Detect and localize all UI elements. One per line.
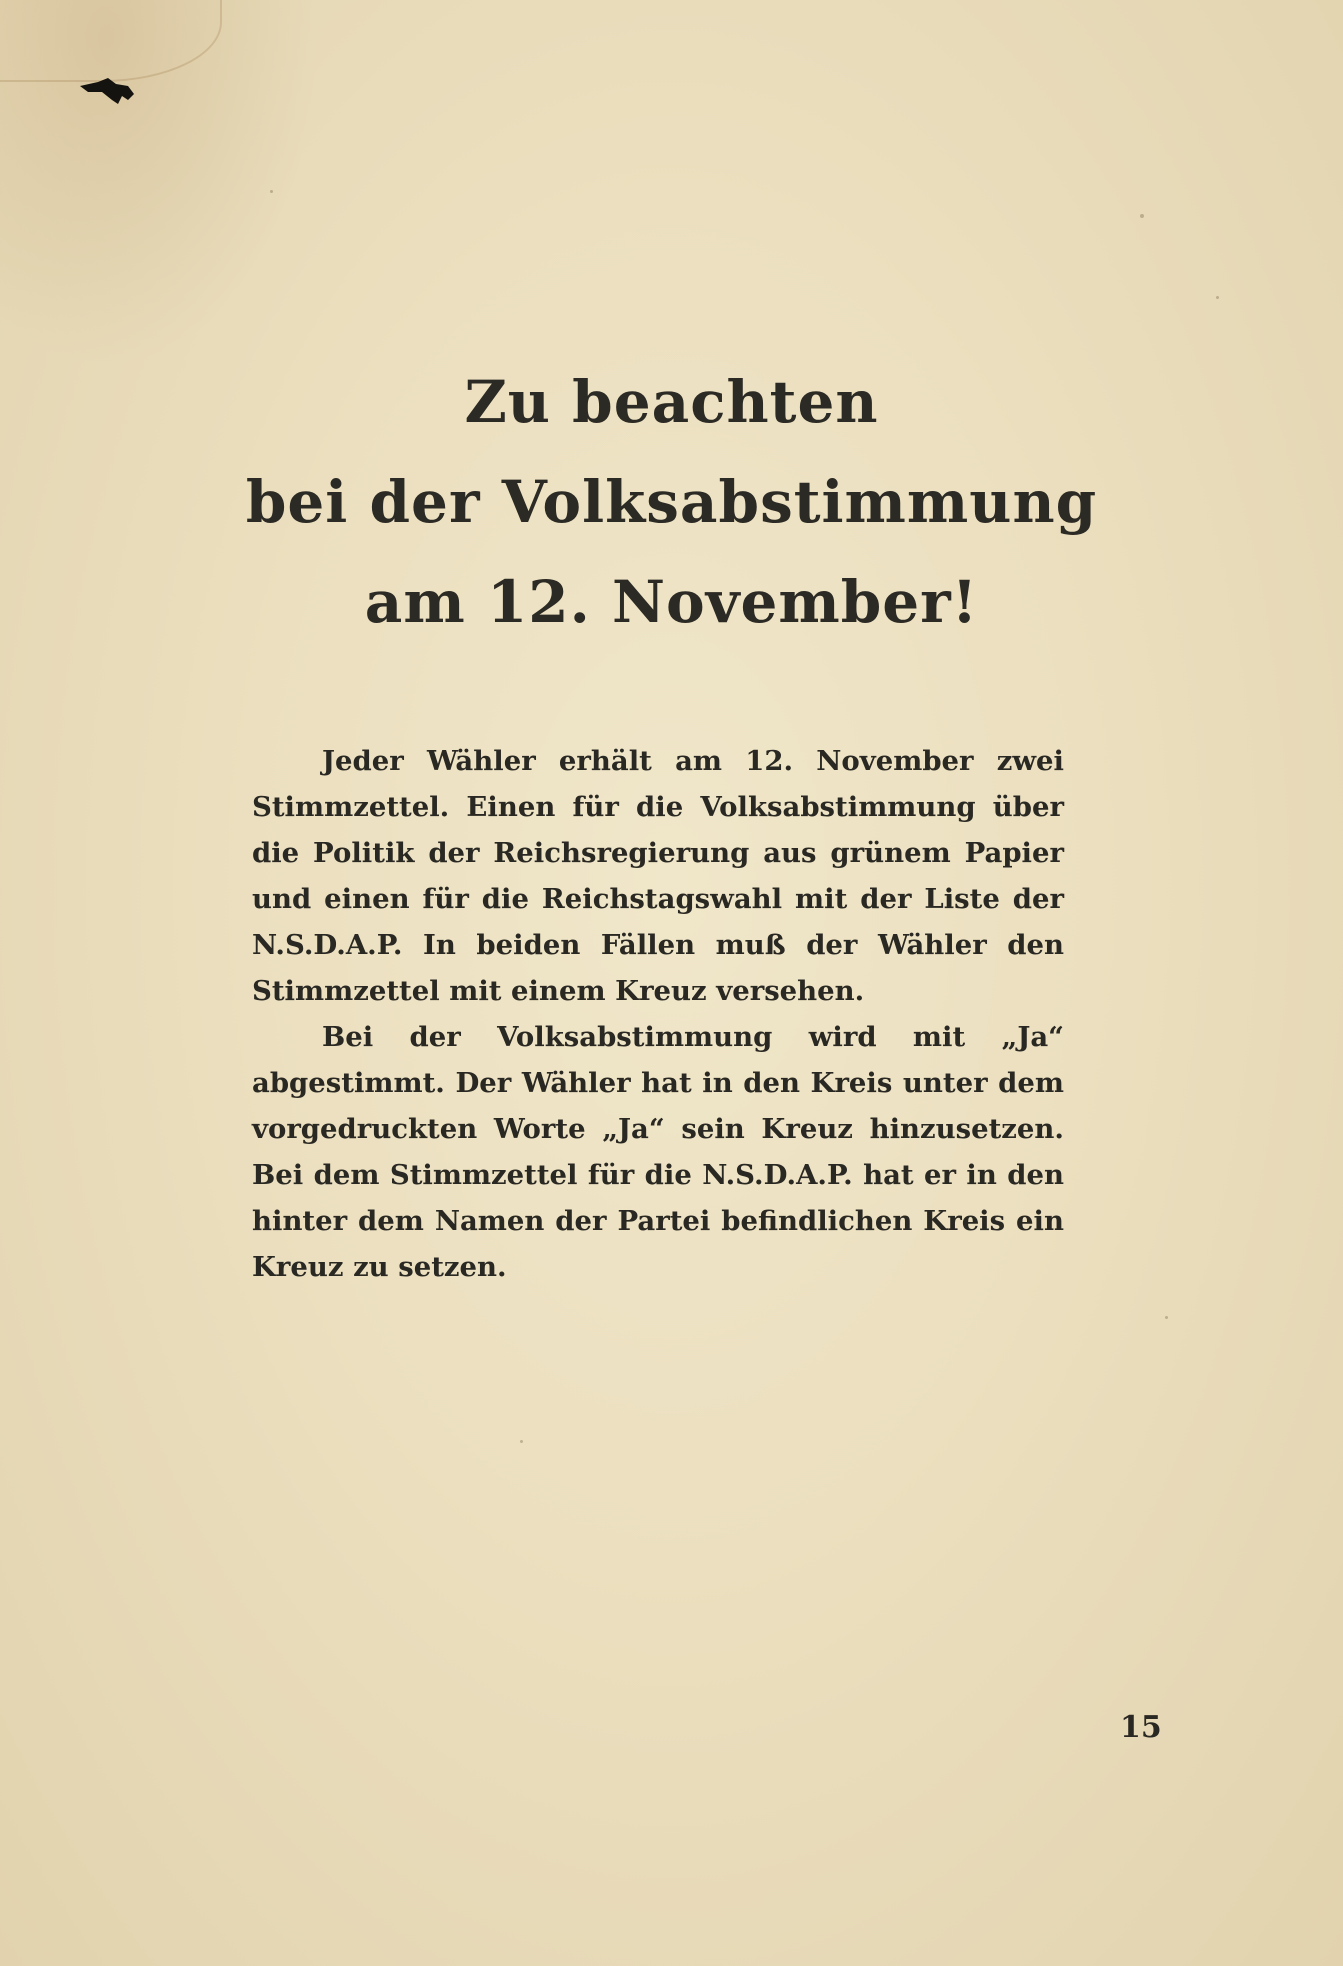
document-body [252, 738, 1064, 1290]
title-line: bei der Volksabstimmung [245, 468, 1098, 536]
paper-stain [0, 0, 222, 82]
paper-speck [1216, 296, 1219, 299]
title-line: Zu beachten [464, 368, 879, 436]
title-line: am 12. November! [364, 568, 979, 636]
paper-speck [1140, 214, 1144, 218]
paper-speck [270, 190, 273, 193]
paper-speck [520, 1440, 523, 1443]
paragraph: Jeder Wähler erhält am 12. November zwei Stimmzettel. Einen für die Volksabstimmung über die Politik der Reichsregierung aus grünem Papier und einen für die Reichstagswahl mit der Liste der N.S.D.A.P. In beiden Fällen muß der Wähler den Stimmzettel mit einem Kreuz versehen. [252, 745, 1064, 1007]
ink-blot-mark [78, 76, 136, 106]
document-title [0, 352, 1343, 652]
paragraph: Bei der Volksabstimmung wird mit „Ja“ abgestimmt. Der Wähler hat in den Kreis unter dem vorgedruckten Worte „Ja“ sein Kreuz hinzusetzen. Bei dem Stimmzettel für die N.S.D.A.P. hat er in den hinter dem Namen der Partei befindlichen Kreis ein Kreuz zu setzen. [252, 1021, 1064, 1283]
paper-speck [1165, 1316, 1168, 1319]
page-number: 15 [1120, 1710, 1162, 1745]
